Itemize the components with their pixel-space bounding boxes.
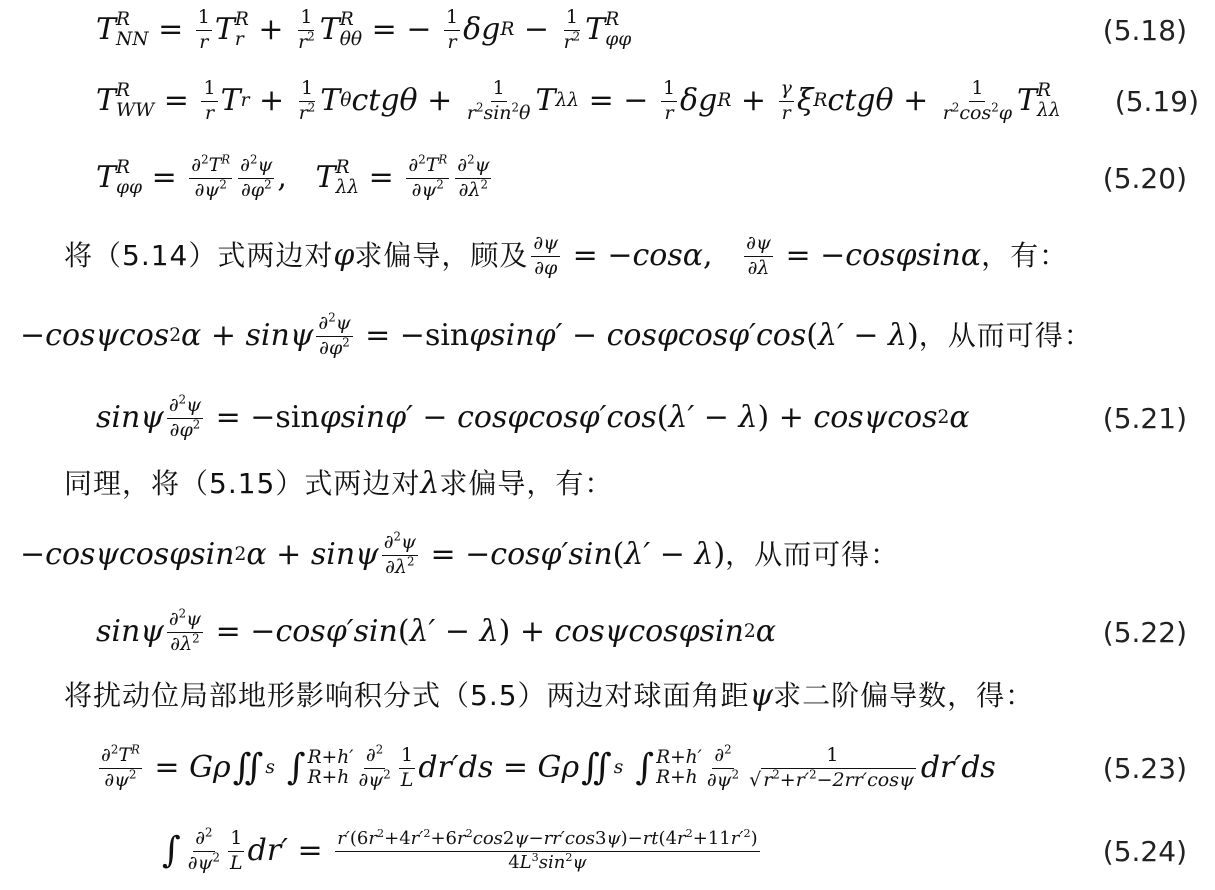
- equation-number: (5.21): [1102, 401, 1187, 435]
- equation-5-22: sinψ $\frac{\partial^2\psi}{\partial\lambda^2}$ = − cosφ′sin ( λ′ − λ ) + cosψcosφsin 2 α (5.22): [96, 606, 1187, 655]
- equation-number: (5.24): [1102, 834, 1187, 868]
- paragraph-line-2: − cosψcos 2 α + sinψ $\frac{\partial^2\psi}{\partial\varphi^2}$ = −sin φsinφ′ − cosφcosφ′cos ( λ′ − λ ) ，从而可得：: [20, 310, 1093, 359]
- paragraph-line-5: 将扰动位局部地形影响积分式（5.5）两边对球面角距 ψ 求二阶偏导数，得：: [64, 678, 1035, 713]
- equation-5-18: T R NN = $\frac{1}{r}$ T R r + $\frac{1}{r^2}$ T R θθ = − $\frac{1}{r}$ δg R − $\frac{1}{r^2}$ T R φφ (5.18): [96, 5, 1187, 53]
- paragraph-line-1: 将（5.14）式两边对 φ 求偏导，顾及 $\frac{\partial\psi}{\partial\varphi}$ = − cosα , $\frac{\partial\psi}{\partial\lambda}$ = − cosφsinα ，有：: [64, 231, 1069, 279]
- equation-number: (5.19): [1114, 84, 1199, 118]
- equation-number: (5.18): [1102, 13, 1187, 47]
- equation-5-19: T R WW = $\frac{1}{r}$ T r + $\frac{1}{r^2}$ T θ ctgθ + $\frac{1}{r^2\sin^2\theta}$ T λλ = − $\frac{1}{r}$ δg R + $\frac{\gamma}{r}$ ξ R ctgθ + $\frac{1}{r^2\cos^2\varphi}$ T R λλ (5.19): [96, 76, 1199, 124]
- equation-number: (5.20): [1102, 161, 1187, 195]
- equation-5-23: $\frac{\partial^2T^R}{\partial\psi^2}$ = Gρ ∬ s ∫ R+h′ R+h $\frac{\partial^2}{\partial\psi^2}$ $\frac{1}{L}$ dr′ds = Gρ ∬ s ∫ R+h′ R+h $\frac{\partial^2}{\partial\psi^2}$ $\frac{1}{√ r^2+r'^2-2rr'\cos\psi}$ dr′ds (5.23): [101, 742, 1187, 791]
- equation-5-21: sinψ $\frac{\partial^2\psi}{\partial\varphi^2}$ = −sin φsinφ′ − cosφcosφ′cos ( λ′ − λ ) + cosψcos 2 α (5.21): [96, 392, 1187, 441]
- equation-number: (5.22): [1102, 615, 1187, 649]
- equation-5-20: T R φφ = $\frac{\partial^2T^R}{\partial\psi^2}$ $\frac{\partial^2\psi}{\partial\varphi^2}$ , T R λλ = $\frac{\partial^2T^R}{\partial\psi^2}$ $\frac{\partial^2\psi}{\partial\lambda^2}$ (5.20): [96, 152, 1187, 201]
- paragraph-line-3: 同理，将（5.15）式两边对 λ 求偏导，有：: [64, 466, 614, 501]
- paragraph-line-4: − cosψcosφsin 2 α + sinψ $\frac{\partial^2\psi}{\partial\lambda^2}$ = − cosφ′sin ( λ′ − λ ) ，从而可得：: [20, 529, 900, 578]
- equation-5-24: ∫ $\frac{\partial^2}{\partial\psi^2}$ $\frac{1}{L}$ dr′ = $\frac{r'(6r^2+4r'^2+6r^2\cos 2\psi-rr'\cos 3\psi)-rt(4r^2+11r'^2)}{4L^3\sin^2\psi}$ (5.24): [162, 825, 1187, 874]
- equation-number: (5.23): [1102, 751, 1187, 785]
